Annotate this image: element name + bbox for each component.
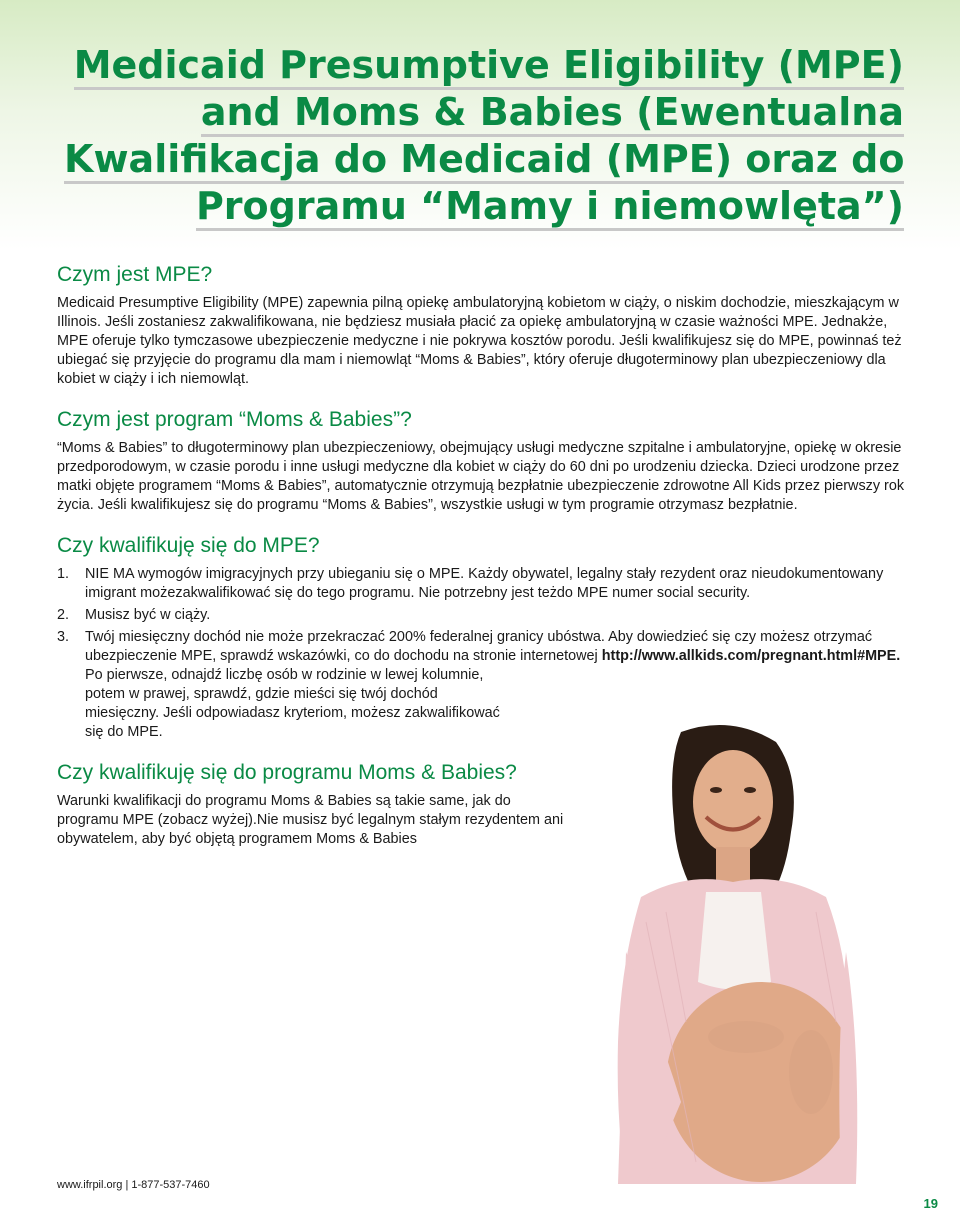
requirements-list <box>57 565 907 742</box>
list-text: Twój miesięczny dochód nie może przekraczać 200% federalnej granicy ubóstwa. Aby dowiedzieć się czy możesz otrzymać ubezpieczenie MPE, sprawdź wskazówki, co do dochodu na stronie internetowej <box>85 629 873 664</box>
section-what-is-mpe <box>57 262 907 389</box>
list-item <box>57 606 907 625</box>
section-heading: Czy kwalifikuję się do programu Moms & Babies? <box>57 761 517 784</box>
section-heading: Czy kwalifikuję się do MPE? <box>57 534 320 557</box>
list-text: NIE MA wymogów imigracyjnych przy ubieganiu się o MPE. Każdy obywatel, legalny stały rezydent oraz nieudokumentowany imigrant możezakwalifikować się do tego programu. Nie potrzebny jest teżdo MPE numer social security. <box>85 566 884 601</box>
pregnant-woman-photo <box>586 722 876 1184</box>
section-body: Warunki kwalifikacji do programu Moms & Babies są takie same, jak do programu MPE (zobacz wyżej).Nie musisz być legalnym stałym rezydentem ani obywatelem, aby być objętą programem Moms & Babies <box>57 793 564 847</box>
page-number: 19 <box>923 1196 938 1211</box>
title-line-4: Programu “Mamy i niemowlęta”) <box>196 185 904 231</box>
allkids-link[interactable]: http://www.allkids.com/pregnant.html#MPE. <box>601 648 901 664</box>
title-line-1: Medicaid Presumptive Eligibility (MPE) <box>74 44 904 90</box>
section-heading: Czym jest MPE? <box>57 263 213 286</box>
footer-contact: www.ifrpil.org | 1-877-537-7460 <box>57 1179 210 1191</box>
section-body: “Moms & Babies” to długoterminowy plan ubezpieczeniowy, obejmujący usługi medyczne szpitalne i ambulatoryjne, opiekę w okresie przedporodowym, w czasie porodu i inne usługi medyczne dla kobiet w ciąży do 60 dni po urodzeniu dziecka. Dzieci urodzone przez matki objęte programem “Moms & Babies”, automatycznie otrzymują bezpłatnie ubezpieczenie zdrowotne All Kids przez pierwszy rok życia. Jeśli kwalifikujesz się do programu “Moms & Babies”, wszystkie usługi w tym programie otrzymasz bezpłatnie. <box>57 440 905 513</box>
list-number: 2. <box>57 607 70 623</box>
section-what-is-moms-babies <box>57 407 907 515</box>
list-item <box>57 565 907 603</box>
page-title <box>64 44 904 232</box>
list-number: 3. <box>57 629 70 645</box>
list-text: Musisz być w ciąży. <box>85 607 211 623</box>
section-heading: Czym jest program “Moms & Babies”? <box>57 408 412 431</box>
section-body: Medicaid Presumptive Eligibility (MPE) zapewnia pilną opiekę ambulatoryjną kobietom w ciąży, o niskim dochodzie, mieszkającym w Illinois. Jeśli zostaniesz zakwalifikowana, nie będziesz musiała płacić za opiekę ambulatoryjną w czasie ważności MPE. Jednakże, MPE oferuje tylko tymczasowe ubezpieczenie medyczne i nie pokrywa kosztów porodu. Jeśli kwalifikujesz się do MPE, powinnaś też ubiegać się przyjęcie do programu dla mam i niemowląt “Moms & Babies”, który oferuje długoterminowy plan ubezpieczeniowy dla kobiet w ciąży i ich niemowląt. <box>57 295 902 387</box>
list-number: 1. <box>57 566 70 582</box>
section-qualify-mpe <box>57 533 907 742</box>
title-line-3: Kwalifikacja do Medicaid (MPE) oraz do <box>64 138 904 184</box>
title-line-2: and Moms & Babies (Ewentualna <box>201 91 904 137</box>
list-text: Po pierwsze, odnajdź liczbę osób w rodzinie w lewej kolumnie, potem w prawej, sprawdź, gdzie mieści się twój dochód miesięczny. Jeśli odpowiadasz kryteriom, możesz zakwalifikować się do MPE. <box>85 667 500 740</box>
